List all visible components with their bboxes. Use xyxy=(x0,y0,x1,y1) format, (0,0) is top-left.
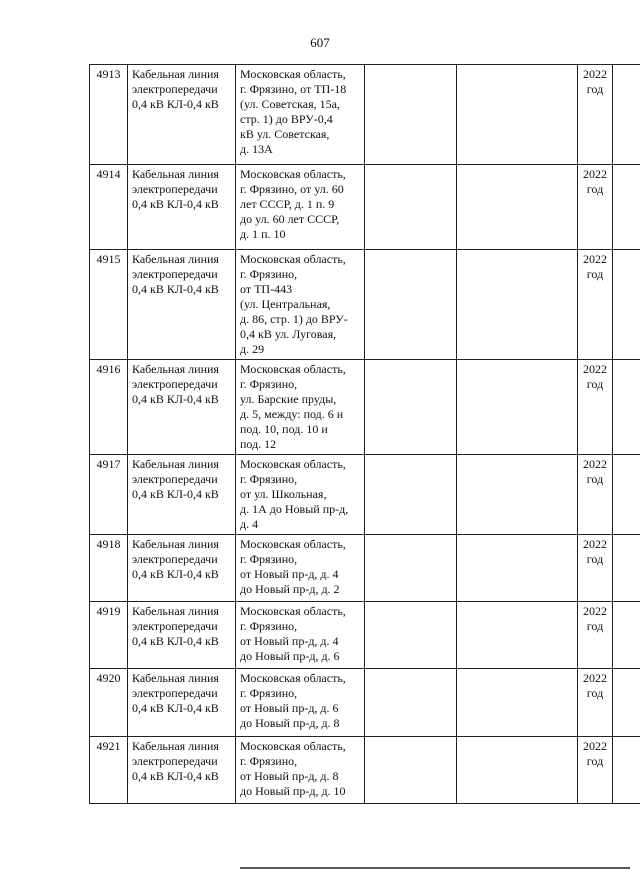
empty-cell xyxy=(613,360,640,455)
empty-cell xyxy=(457,535,578,602)
empty-cell xyxy=(457,250,578,360)
object-year: 2022 год xyxy=(578,250,613,360)
object-year: 2022 год xyxy=(578,535,613,602)
object-year: 2022 год xyxy=(578,455,613,535)
object-address: Московская область, г. Фрязино, от Новый пр-д, д. 4 до Новый пр-д, д. 6 xyxy=(236,602,365,669)
registry-table xyxy=(89,64,640,804)
empty-cell xyxy=(365,65,457,165)
object-name: Кабельная линия электропередачи 0,4 кВ КЛ-0,4 кВ xyxy=(128,65,236,165)
row-number: 4913 xyxy=(90,65,128,165)
row-number: 4918 xyxy=(90,535,128,602)
object-year: 2022 год xyxy=(578,360,613,455)
empty-cell xyxy=(457,669,578,737)
empty-cell xyxy=(457,165,578,250)
object-year: 2022 год xyxy=(578,669,613,737)
empty-cell xyxy=(613,669,640,737)
table-row xyxy=(90,737,640,804)
empty-cell xyxy=(457,737,578,804)
empty-cell xyxy=(365,602,457,669)
footer-divider xyxy=(240,867,630,869)
row-number: 4914 xyxy=(90,165,128,250)
object-name: Кабельная линия электропередачи 0,4 кВ КЛ-0,4 кВ xyxy=(128,455,236,535)
object-address: Московская область, г. Фрязино, от Новый пр-д, д. 4 до Новый пр-д, д. 2 xyxy=(236,535,365,602)
empty-cell xyxy=(365,360,457,455)
object-name: Кабельная линия электропередачи 0,4 кВ КЛ-0,4 кВ xyxy=(128,669,236,737)
empty-cell xyxy=(365,455,457,535)
table-row xyxy=(90,535,640,602)
empty-cell xyxy=(613,250,640,360)
empty-cell xyxy=(613,535,640,602)
table-row xyxy=(90,65,640,165)
row-number: 4921 xyxy=(90,737,128,804)
empty-cell xyxy=(613,737,640,804)
empty-cell xyxy=(613,65,640,165)
object-year: 2022 год xyxy=(578,737,613,804)
object-address: Московская область, г. Фрязино, ул. Барские пруды, д. 5, между: под. 6 и под. 10, под. 10 и под. 12 xyxy=(236,360,365,455)
row-number: 4919 xyxy=(90,602,128,669)
empty-cell xyxy=(365,669,457,737)
object-address: Московская область, г. Фрязино, от Новый пр-д, д. 8 до Новый пр-д, д. 10 xyxy=(236,737,365,804)
row-number: 4917 xyxy=(90,455,128,535)
row-number: 4920 xyxy=(90,669,128,737)
table-row xyxy=(90,455,640,535)
object-year: 2022 год xyxy=(578,165,613,250)
object-name: Кабельная линия электропередачи 0,4 кВ КЛ-0,4 кВ xyxy=(128,360,236,455)
object-year: 2022 год xyxy=(578,602,613,669)
empty-cell xyxy=(365,737,457,804)
empty-cell xyxy=(365,535,457,602)
table-row xyxy=(90,165,640,250)
empty-cell xyxy=(613,455,640,535)
object-year: 2022 год xyxy=(578,65,613,165)
row-number: 4915 xyxy=(90,250,128,360)
empty-cell xyxy=(365,250,457,360)
empty-cell xyxy=(457,65,578,165)
object-address: Московская область, г. Фрязино, от ТП-18 (ул. Советская, 15а, стр. 1) до ВРУ-0,4 кВ ул. Советская, д. 13А xyxy=(236,65,365,165)
empty-cell xyxy=(457,455,578,535)
object-address: Московская область, г. Фрязино, от Новый пр-д, д. 6 до Новый пр-д, д. 8 xyxy=(236,669,365,737)
page-number: 607 xyxy=(310,35,330,50)
object-name: Кабельная линия электропередачи 0,4 кВ КЛ-0,4 кВ xyxy=(128,165,236,250)
object-address: Московская область, г. Фрязино, от ул. 60 лет СССР, д. 1 п. 9 до ул. 60 лет СССР, д. 1 п. 10 xyxy=(236,165,365,250)
empty-cell xyxy=(613,602,640,669)
empty-cell xyxy=(457,360,578,455)
empty-cell xyxy=(613,165,640,250)
table-row xyxy=(90,669,640,737)
object-name: Кабельная линия электропередачи 0,4 кВ КЛ-0,4 кВ xyxy=(128,250,236,360)
object-name: Кабельная линия электропередачи 0,4 кВ КЛ-0,4 кВ xyxy=(128,602,236,669)
table-row xyxy=(90,360,640,455)
empty-cell xyxy=(457,602,578,669)
table-row xyxy=(90,602,640,669)
table-row xyxy=(90,250,640,360)
object-name: Кабельная линия электропередачи 0,4 кВ КЛ-0,4 кВ xyxy=(128,535,236,602)
row-number: 4916 xyxy=(90,360,128,455)
object-address: Московская область, г. Фрязино, от ул. Школьная, д. 1А до Новый пр-д, д. 4 xyxy=(236,455,365,535)
object-address: Московская область, г. Фрязино, от ТП-443 (ул. Центральная, д. 86, стр. 1) до ВРУ- 0,4 кВ ул. Луговая, д. 29 xyxy=(236,250,365,360)
object-name: Кабельная линия электропередачи 0,4 кВ КЛ-0,4 кВ xyxy=(128,737,236,804)
empty-cell xyxy=(365,165,457,250)
